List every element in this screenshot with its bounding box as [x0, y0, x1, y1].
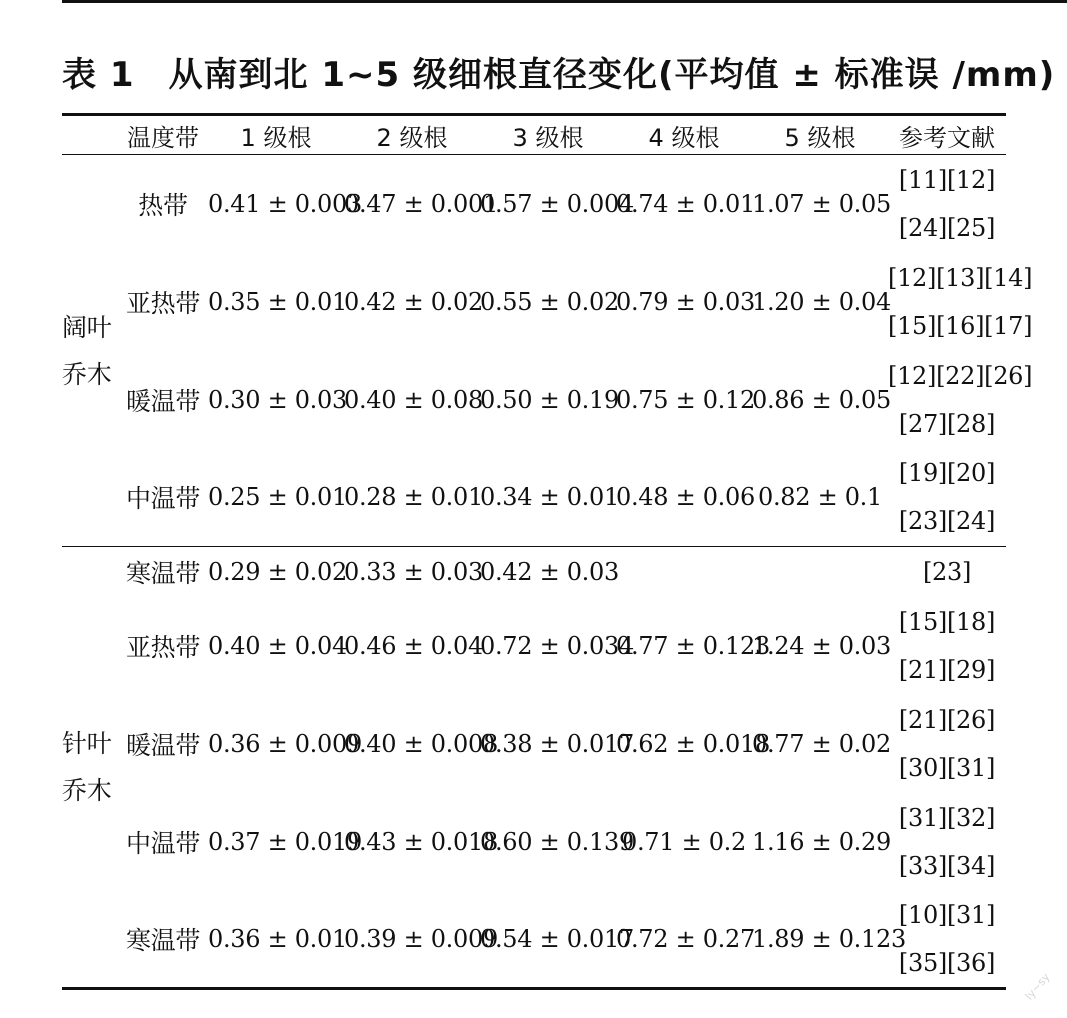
table-row	[62, 695, 1006, 793]
value-cell: 1.07 ± 0.05	[752, 189, 891, 218]
reference-cell: [12][22][26] [27][28]	[888, 361, 1033, 438]
value-cell: 0.72 ± 0.034	[480, 631, 634, 660]
value-cell: 0.71 ± 0.2	[622, 827, 746, 856]
value-cell: 0.43 ± 0.018	[344, 827, 498, 856]
value-cell: 0.86 ± 0.05	[752, 385, 891, 414]
root-diameter-table	[62, 113, 1033, 990]
reference-cell: [12][13][14] [15][16][17]	[888, 263, 1033, 340]
zone-cell: 寒温带	[125, 925, 201, 955]
value-cell	[752, 547, 888, 597]
value-cell: 0.42 ± 0.03	[480, 557, 619, 586]
value-cell: 0.79 ± 0.03	[616, 287, 755, 316]
top-rule	[62, 0, 1067, 3]
value-cell: 1.16 ± 0.29	[752, 827, 891, 856]
value-cell	[616, 547, 752, 597]
watermark: ly~sy	[1022, 970, 1053, 1003]
value-cell: 0.77 ± 0.02	[752, 729, 891, 758]
table-caption	[62, 50, 1055, 100]
reference-cell: [23]	[922, 557, 972, 586]
value-cell: 1.20 ± 0.04	[752, 287, 891, 316]
value-cell: 0.47 ± 0.001	[344, 189, 498, 218]
table-row	[62, 253, 1006, 351]
value-cell: 0.30 ± 0.03	[208, 385, 347, 414]
value-cell: 0.33 ± 0.03	[344, 557, 483, 586]
value-cell: 0.82 ± 0.1	[758, 483, 882, 512]
zone-cell: 暖温带	[125, 730, 201, 760]
value-cell: 0.55 ± 0.02	[480, 287, 619, 316]
reference-cell: [15][18] [21][29]	[898, 607, 996, 684]
zone-cell: 亚热带	[125, 288, 201, 318]
value-cell: 0.57 ± 0.004	[480, 189, 634, 218]
reference-cell: [19][20] [23][24]	[898, 459, 996, 536]
zone-cell: 中温带	[125, 828, 201, 858]
header-order-2: 2 级根	[376, 123, 448, 152]
value-cell: 0.25 ± 0.01	[208, 483, 347, 512]
header-row	[62, 115, 1006, 155]
value-cell: 0.62 ± 0.018	[616, 729, 770, 758]
table-number: 表 1	[62, 55, 135, 95]
table-row	[62, 597, 1006, 695]
value-cell: 0.40 ± 0.08	[344, 385, 483, 414]
value-cell: 0.77 ± 0.123	[616, 631, 770, 660]
value-cell: 0.60 ± 0.139	[480, 827, 634, 856]
group-label-broadleaf: 阔叶 乔木	[62, 312, 112, 389]
value-cell: 1.89 ± 0.123	[752, 924, 906, 953]
value-cell: 0.48 ± 0.06	[616, 483, 755, 512]
reference-cell: [31][32] [33][34]	[898, 803, 996, 880]
value-cell: 0.41 ± 0.003	[208, 189, 362, 218]
zone-cell: 暖温带	[125, 386, 201, 416]
value-cell: 0.74 ± 0.01	[616, 189, 755, 218]
zone-cell: 热带	[138, 190, 188, 220]
value-cell: 0.54 ± 0.017	[480, 924, 634, 953]
group-label-conifer: 针叶 乔木	[62, 729, 112, 805]
zone-cell: 亚热带	[125, 632, 201, 662]
value-cell: 0.72 ± 0.27	[616, 924, 755, 953]
value-cell: 0.38 ± 0.017	[480, 729, 634, 758]
table-row	[62, 449, 1006, 547]
table-row	[62, 793, 1006, 891]
table-title: 从南到北 1~5 级细根直径变化(平均值 ± 标准误 /mm)	[168, 55, 1056, 95]
value-cell: 0.75 ± 0.12	[616, 385, 755, 414]
value-cell: 0.40 ± 0.04	[208, 631, 347, 660]
reference-cell: [21][26] [30][31]	[898, 705, 996, 782]
value-cell: 1.24 ± 0.03	[752, 631, 891, 660]
value-cell: 0.37 ± 0.019	[208, 827, 362, 856]
broadleaf-group	[62, 155, 1033, 547]
header-zone: 温度带	[127, 123, 199, 152]
value-cell: 0.35 ± 0.01	[208, 287, 347, 316]
value-cell: 0.28 ± 0.01	[344, 483, 483, 512]
header-group	[62, 115, 118, 155]
zone-cell: 中温带	[125, 484, 201, 514]
reference-cell: [11][12] [24][25]	[898, 165, 996, 242]
header-order-4: 4 级根	[648, 123, 720, 152]
header-order-5: 5 级根	[784, 123, 856, 152]
header-order-3: 3 级根	[512, 123, 584, 152]
value-cell: 0.34 ± 0.01	[480, 483, 619, 512]
table-row	[62, 891, 1006, 989]
value-cell: 0.42 ± 0.02	[344, 287, 483, 316]
table-row	[62, 155, 1006, 253]
value-cell: 0.29 ± 0.02	[208, 557, 347, 586]
reference-cell: [10][31] [35][36]	[898, 900, 996, 977]
value-cell: 0.40 ± 0.008	[344, 729, 498, 758]
value-cell: 0.46 ± 0.04	[344, 631, 483, 660]
value-cell: 0.50 ± 0.19	[480, 385, 619, 414]
conifer-group	[62, 547, 1006, 989]
header-references: 参考文献	[899, 123, 995, 152]
value-cell: 0.36 ± 0.01	[208, 924, 347, 953]
zone-cell: 寒温带	[125, 558, 201, 588]
table-row	[62, 547, 1006, 597]
value-cell: 0.39 ± 0.009	[344, 924, 498, 953]
table-row	[62, 351, 1006, 449]
value-cell: 0.36 ± 0.009	[208, 729, 362, 758]
header-order-1: 1 级根	[240, 123, 312, 152]
